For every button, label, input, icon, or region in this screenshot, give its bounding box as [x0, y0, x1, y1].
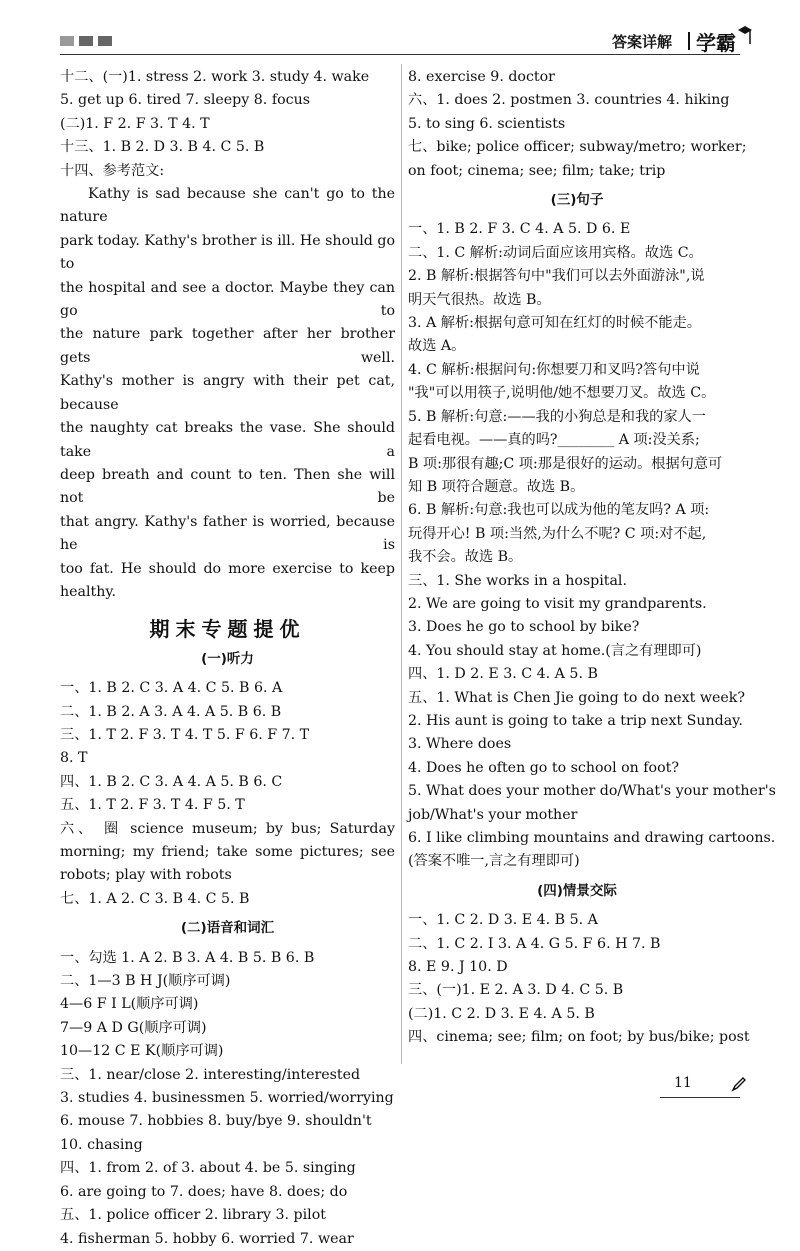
answer-line: on foot; cinema; see; film; take; trip	[408, 162, 666, 179]
answer-line: job/What's your mother	[408, 806, 578, 823]
answer-line: 十二、(一)1. stress 2. work 3. study 4. wake	[60, 69, 370, 85]
vocab-title: (二)语音和词汇	[180, 920, 275, 937]
answer-line: 玩得开心! B 项:当然,为什么不呢? C 项:对不起,	[408, 525, 707, 542]
answer-line: 6. I like climbing mountains and drawing cartoons.	[408, 830, 776, 846]
footer-rule	[660, 1097, 740, 1098]
essay-line: the naughty cat breaks the vase. She should take a	[60, 420, 395, 460]
answer-line: 4. fisherman 5. hobby 6. worried 7. wear	[60, 1230, 354, 1247]
answer-line: 一、1. B 2. C 3. A 4. C 5. B 6. A	[60, 680, 283, 697]
answer-line: morning; my friend; take some pictures; see	[60, 844, 395, 860]
answer-line: 6. B 解析:句意:我也可以成为他的笔友吗? A 项:	[408, 502, 710, 519]
answer-line: 2. His aunt is going to take a trip next Sunday.	[408, 712, 743, 729]
answer-line: 六、 圈 science museum; by bus; Saturday	[60, 820, 395, 837]
answer-line: 二、1. C 解析:动词后面应该用宾格。故选 C。	[408, 244, 703, 261]
page-header	[0, 0, 800, 60]
answers-label: 答案详解	[612, 33, 673, 51]
essay-line: that angry. Kathy's father is worried, because he is	[60, 513, 395, 554]
answer-line: 七、bike; police officer; subway/metro; worker;	[408, 139, 747, 156]
essay-line: Kathy's mother is angry with their pet cat, because	[60, 373, 395, 413]
answer-line: 故选 A。	[408, 338, 466, 355]
answer-line: 5. B 解析:句意:——我的小狗总是和我的家人一	[408, 408, 706, 425]
right-column	[408, 66, 776, 1050]
situational-title: (四)情景交际	[537, 882, 617, 899]
final-section-title: 期末专题提优	[149, 617, 306, 642]
answer-line: (二)1. C 2. D 3. E 4. A 5. B	[408, 1005, 595, 1022]
essay-line: healthy.	[60, 583, 117, 600]
answer-line: B 项:那很有趣;C 项:那是很好的运动。根据句意可	[408, 455, 723, 472]
continued-answers	[408, 66, 746, 183]
answer-line: 2. We are going to visit my grandparents.	[408, 595, 707, 612]
answer-line: 二、1—3 B H J(顺序可调)	[60, 973, 231, 990]
answer-line: (答案不唯一,言之有理即可)	[408, 853, 580, 870]
answer-line: 二、1. C 2. I 3. A 4. G 5. F 6. H 7. B	[408, 935, 661, 952]
answer-line: 我不会。故选 B。	[408, 549, 523, 566]
answer-line: 起看电视。——真的吗?________ A 项:没关系;	[408, 432, 700, 449]
brand-logo: 学霸	[696, 31, 736, 55]
sentences-answers	[408, 218, 776, 873]
answer-line: 三、(一)1. E 2. A 3. D 4. C 5. B	[408, 982, 624, 999]
header-separator	[688, 32, 690, 50]
answer-line: 8. T	[60, 750, 88, 767]
answer-line: (二)1. F 2. F 3. T 4. T	[60, 115, 210, 132]
answer-line: 三、1. near/close 2. interesting/interested	[60, 1066, 361, 1083]
answer-line: 4. You should stay at home.(言之有理即可)	[408, 642, 702, 659]
answer-line: 4—6 F I L(顺序可调)	[60, 996, 199, 1013]
unit-answers	[60, 66, 395, 183]
answer-line: 明天气很热。故选 B。	[408, 291, 551, 308]
left-column	[60, 66, 395, 1251]
answer-line: 6. mouse 7. hobbies 8. buy/bye 9. shouldn't	[60, 1113, 372, 1130]
answer-line: 5. to sing 6. scientists	[408, 115, 566, 132]
answer-line: 3. A 解析:根据句意可知在红灯的时候不能走。	[408, 315, 701, 332]
graduation-cap-icon	[738, 24, 752, 46]
answer-line: 三、1. She works in a hospital.	[408, 572, 627, 589]
header-rule	[60, 54, 740, 55]
answer-line: 五、1. T 2. F 3. T 4. F 5. T	[60, 797, 245, 814]
answer-line: 2. B 解析:根据答句中"我们可以去外面游泳",说	[408, 268, 705, 285]
essay-line: park today. Kathy's brother is ill. He should go to	[60, 232, 395, 273]
sentences-title: (三)句子	[550, 192, 604, 209]
answer-line: 5. get up 6. tired 7. sleepy 8. focus	[60, 92, 310, 109]
vocab-answers	[60, 947, 395, 1251]
listening-title: (一)听力	[201, 650, 254, 667]
answer-line: 一、1. C 2. D 3. E 4. B 5. A	[408, 912, 598, 929]
answer-line: robots; play with robots	[60, 867, 232, 884]
answer-line: 10. chasing	[60, 1136, 143, 1153]
answer-line: 五、1. police officer 2. library 3. pilot	[60, 1207, 326, 1224]
answer-line: 8. E 9. J 10. D	[408, 959, 508, 976]
answer-line: 四、1. B 2. C 3. A 4. A 5. B 6. C	[60, 773, 283, 790]
answer-line: "我"可以用筷子,说明他/她不想要刀叉。故选 C。	[408, 385, 716, 402]
listening-answers	[60, 677, 395, 911]
answer-line: 五、1. What is Chen Jie going to do next week?	[408, 689, 745, 706]
pencil-icon	[730, 1075, 748, 1093]
essay-line: deep breath and count to ten. Then she will not be	[60, 466, 395, 507]
answer-line: 四、1. D 2. E 3. C 4. A 5. B	[408, 666, 598, 683]
answer-line: 一、1. B 2. F 3. C 4. A 5. D 6. E	[408, 221, 631, 238]
page-footer	[660, 1075, 760, 1105]
situational-answers	[408, 909, 750, 1049]
essay-line: Kathy is sad because she can't go to the nature	[60, 186, 395, 226]
header-decoration	[60, 36, 112, 46]
answer-line: 知 B 项符合题意。故选 B。	[408, 478, 585, 495]
essay-line: too fat. He should do more exercise to keep	[60, 560, 395, 577]
answer-line: 7—9 A D G(顺序可调)	[60, 1019, 207, 1036]
answer-line: 4. C 解析:根据问句:你想要刀和叉吗?答句中说	[408, 361, 700, 378]
essay-line: the hospital and see a doctor. Maybe they can go to	[60, 279, 395, 320]
answer-line: 十四、参考范文:	[60, 162, 165, 179]
answer-line: 4. Does he often go to school on foot?	[408, 759, 679, 776]
answer-line: 5. What does your mother do/What's your mother's	[408, 783, 776, 800]
answer-line: 七、1. A 2. C 3. B 4. C 5. B	[60, 890, 250, 907]
answer-line: 二、1. B 2. A 3. A 4. A 5. B 6. B	[60, 703, 282, 720]
essay-line: the nature park together after her brother gets well.	[60, 326, 395, 366]
answer-line: 三、1. T 2. F 3. T 4. T 5. F 6. F 7. T	[60, 726, 310, 743]
page-number: 11	[674, 1075, 692, 1091]
answer-line: 10—12 C E K(顺序可调)	[60, 1043, 224, 1060]
answer-line: 六、1. does 2. postmen 3. countries 4. hiking	[408, 92, 730, 109]
column-divider	[401, 64, 402, 1064]
answer-line: 十三、1. B 2. D 3. B 4. C 5. B	[60, 139, 265, 156]
answer-line: 一、勾选 1. A 2. B 3. A 4. B 5. B 6. B	[60, 949, 315, 966]
answer-line: 四、cinema; see; film; on foot; by bus/bike; post	[408, 1029, 750, 1046]
answer-line: 6. are going to 7. does; have 8. does; do	[60, 1183, 348, 1200]
answer-line: 3. Does he go to school by bike?	[408, 619, 640, 636]
answer-line: 3. studies 4. businessmen 5. worried/worrying	[60, 1090, 394, 1107]
answer-line: 四、1. from 2. of 3. about 4. be 5. singing	[60, 1160, 356, 1177]
answer-line: 3. Where does	[408, 736, 512, 753]
answer-line: 8. exercise 9. doctor	[408, 69, 555, 85]
sample-essay	[60, 183, 395, 604]
